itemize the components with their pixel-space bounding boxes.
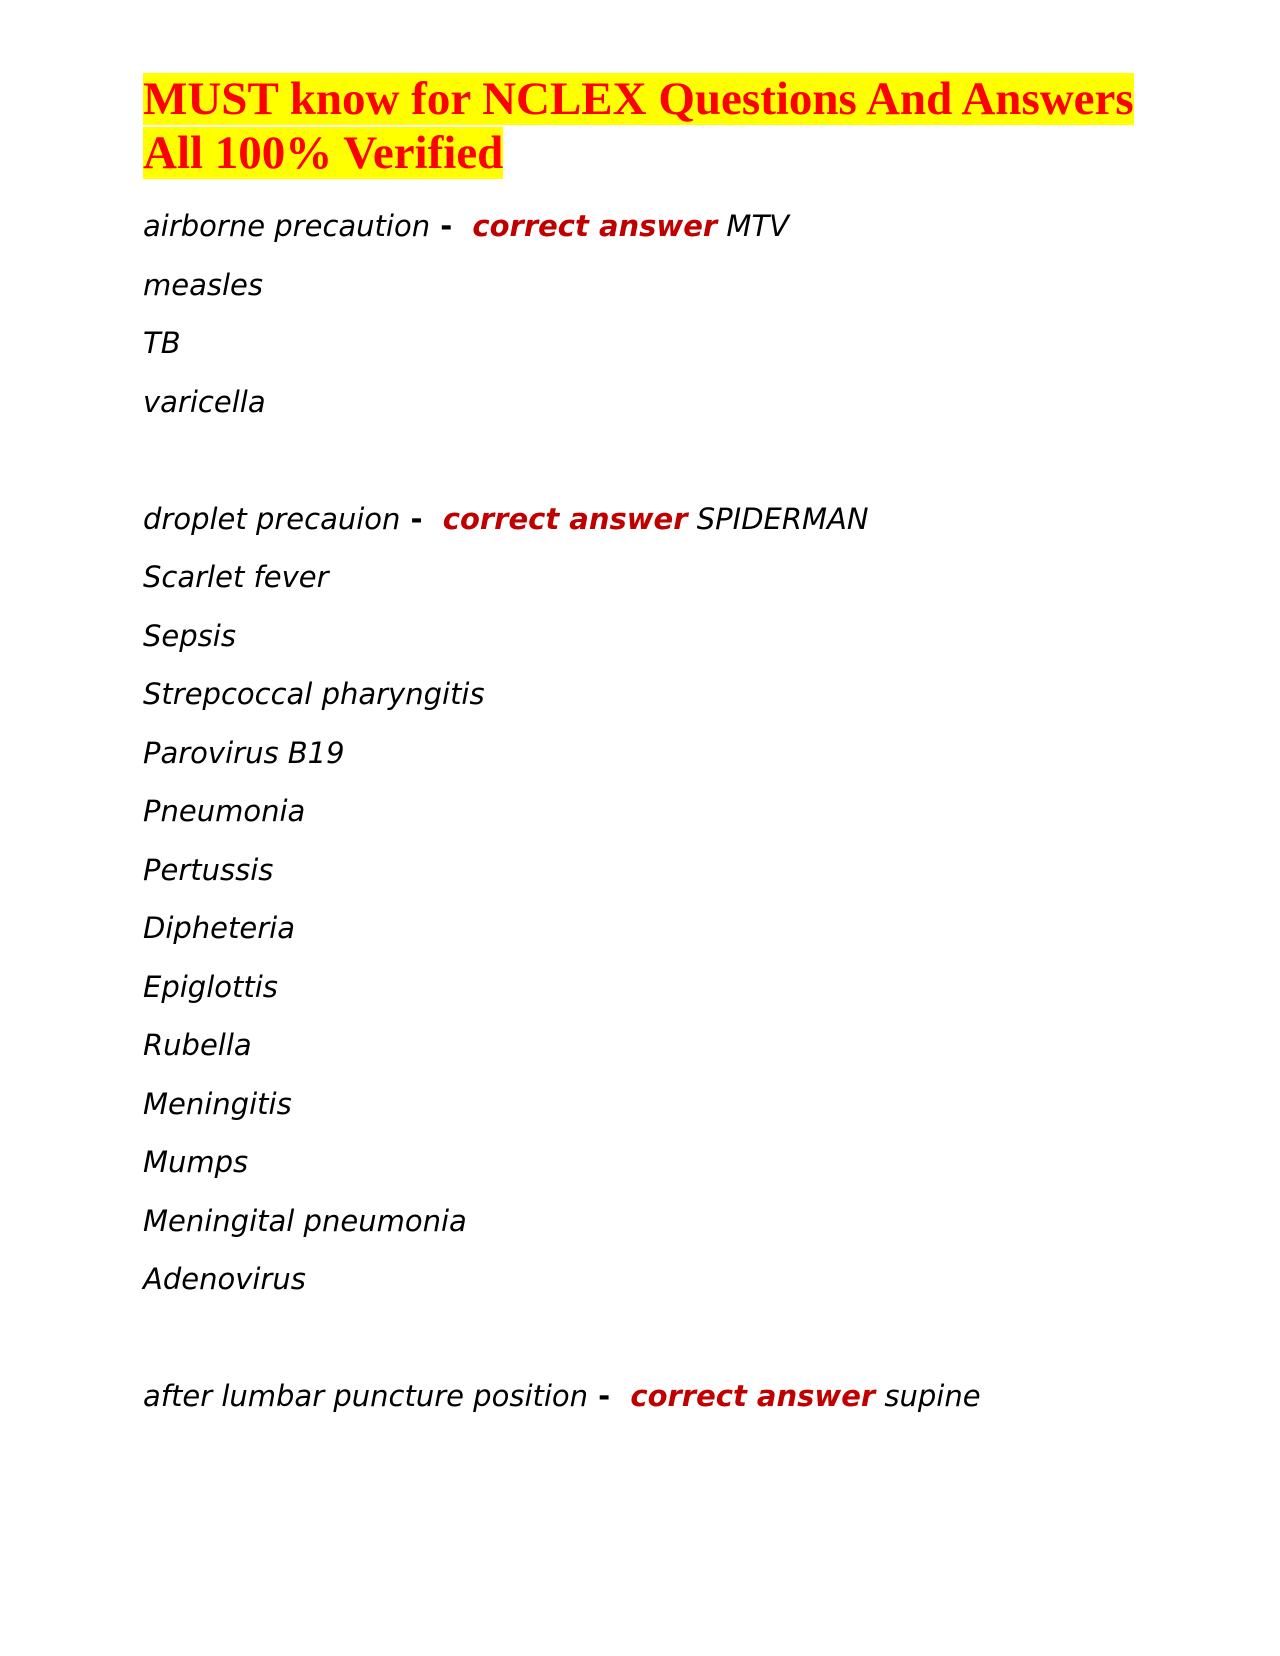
correct-answer-label: correct answer — [442, 501, 688, 536]
question-text: after lumbar puncture position — [143, 1379, 589, 1413]
answer-line: Rubella — [143, 1028, 252, 1062]
answer-line: Epiglottis — [143, 969, 278, 1004]
blank-line — [143, 1309, 1143, 1368]
title-text: MUST know for NCLEX Questions And Answers All 100% Verified — [143, 73, 1134, 179]
answer-line: TB — [143, 326, 181, 360]
answer-text: SPIDERMAN — [687, 501, 869, 536]
document-page — [143, 72, 1143, 1426]
qa-list — [143, 197, 1143, 1426]
question-line — [143, 1367, 1143, 1426]
question-text: airborne precaution — [143, 209, 431, 243]
answer-line: Meningitis — [143, 1086, 292, 1121]
correct-answer-label: correct answer — [472, 209, 718, 243]
separator: - — [588, 1379, 631, 1413]
answer-line: measles — [143, 267, 263, 302]
blank-line — [143, 431, 1143, 490]
answer-line: Scarlet fever — [143, 560, 329, 594]
separator: - — [430, 209, 473, 243]
answer-line: Strepcoccal pharyngitis — [143, 677, 485, 711]
answer-line: Pertussis — [143, 852, 274, 887]
separator: - — [400, 501, 443, 536]
answer-text: MTV — [717, 209, 789, 243]
question-line — [143, 490, 1143, 549]
answer-line: Adenovirus — [143, 1262, 306, 1296]
answer-line: varicella — [143, 384, 266, 419]
answer-line: Parovirus B19 — [143, 735, 345, 770]
answer-line: Dipheteria — [143, 911, 295, 945]
answer-line: Meningital pneumonia — [143, 1203, 467, 1238]
question-text: droplet precauion — [143, 501, 401, 536]
answer-line: Mumps — [143, 1145, 249, 1179]
answer-text: supine — [875, 1379, 981, 1413]
question-line — [143, 197, 1143, 256]
correct-answer-label: correct answer — [630, 1379, 876, 1413]
answer-line: Sepsis — [143, 618, 236, 653]
answer-line: Pneumonia — [143, 794, 306, 828]
document-title — [143, 72, 1143, 180]
